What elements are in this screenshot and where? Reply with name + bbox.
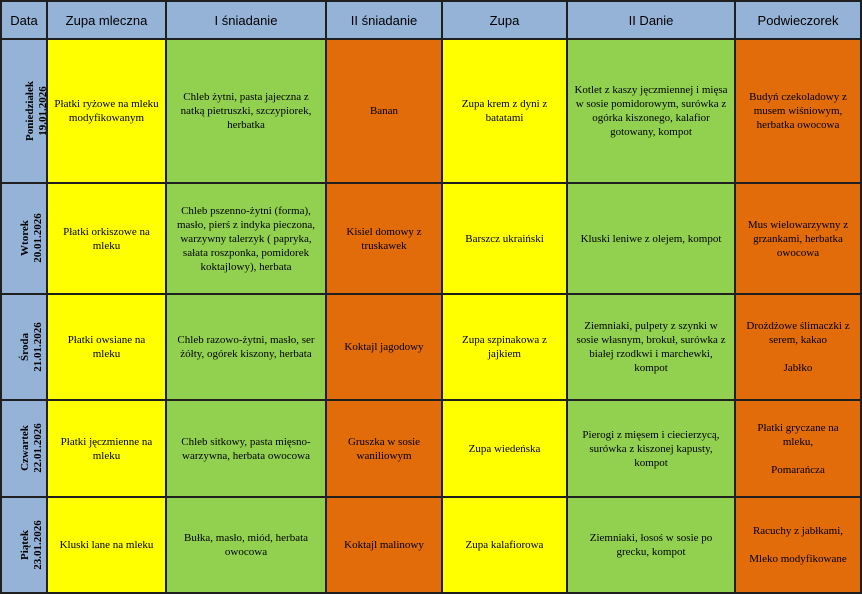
i-sniadanie-cell	[166, 39, 326, 183]
zupa-mleczna-cell	[47, 183, 166, 294]
header-ii-danie: II Danie	[567, 1, 735, 39]
podwieczorek-cell	[735, 400, 861, 497]
podwieczorek-cell	[735, 183, 861, 294]
cell-text: Zupa szpinakowa z jajkiem	[462, 334, 547, 360]
cell-text: Bułka, masło, miód, herbata owocowa	[183, 532, 309, 558]
i-sniadanie-cell	[166, 400, 326, 497]
cell-text: Mus wielowarzywny z grzankami, herbatka owocowa	[747, 218, 849, 259]
cell-text: Płatki jęczmienne na mleku	[60, 435, 153, 462]
ii-danie-cell	[567, 39, 735, 183]
cell-text: Płatki owsiane na mleku	[67, 334, 146, 360]
header-row	[1, 1, 861, 39]
cell-text: Banan	[369, 105, 399, 117]
podwieczorek-cell	[735, 497, 861, 593]
cell-text: Ziemniaki, pulpety z szynki w sosie własnym, brokuł, surówka z białej rzodkwi i marchewki, kompot	[576, 320, 726, 374]
podwieczorek-cell	[735, 39, 861, 183]
table-row	[1, 39, 861, 183]
day-date: 19.01.2026	[36, 85, 49, 136]
ii-danie-cell	[567, 497, 735, 593]
cell-text: Kisiel domowy z truskawek	[346, 225, 422, 252]
zupa-cell	[442, 39, 567, 183]
ii-sniadanie-cell	[326, 39, 442, 183]
cell-text: Koktajl jagodowy	[344, 341, 424, 353]
table-row	[1, 400, 861, 497]
cell-text: Płatki gryczane na mleku, Pomarańcza	[757, 421, 839, 476]
zupa-cell	[442, 400, 567, 497]
cell-text: Gruszka w sosie waniliowym	[347, 435, 421, 462]
table-row	[1, 497, 861, 593]
cell-text: Kotlet z kaszy jęczmiennej i mięsa w sosie pomidorowym, surówka z ogórka kiszonego, kalafior gotowany, kompot	[574, 84, 728, 138]
header-i-sniadanie: I śniadanie	[166, 1, 326, 39]
zupa-mleczna-cell	[47, 400, 166, 497]
ii-danie-cell	[567, 183, 735, 294]
cell-text: Chleb pszenno-żytni (forma), masło, pierś z indyka pieczona, warzywny talerzyk ( papryka, sałata roszponka, pomidorek koktajlowy), herbata	[176, 204, 316, 273]
cell-text: Budyń czekoladowy z musem wiśniowym, herbatka owocowa	[749, 91, 847, 131]
header-ii-sniadanie: II śniadanie	[326, 1, 442, 39]
zupa-mleczna-cell	[47, 294, 166, 400]
i-sniadanie-cell	[166, 294, 326, 400]
table-row	[1, 294, 861, 400]
ii-danie-cell	[567, 400, 735, 497]
date-cell	[1, 183, 47, 294]
header-data: Data	[1, 1, 47, 39]
date-cell	[1, 294, 47, 400]
day-name: Poniedziałek	[23, 80, 36, 141]
day-name: Piątek	[18, 529, 31, 560]
cell-text: Kluski lane na mleku	[59, 539, 154, 551]
table-row	[1, 183, 861, 294]
ii-sniadanie-cell	[326, 183, 442, 294]
zupa-cell	[442, 294, 567, 400]
day-date: 20.01.2026	[31, 213, 44, 263]
header-podwieczorek: Podwieczorek	[735, 1, 861, 39]
day-name: Środa	[18, 332, 31, 361]
day-date: 23.01.2026	[31, 519, 44, 570]
day-date: 22.01.2026	[31, 423, 44, 473]
i-sniadanie-cell	[166, 183, 326, 294]
ii-sniadanie-cell	[326, 294, 442, 400]
zupa-mleczna-cell	[47, 497, 166, 593]
cell-text: Płatki orkiszowe na mleku	[63, 225, 150, 252]
cell-text: Racuchy z jabłkami, Mleko modyfikowane	[749, 525, 847, 565]
day-name: Czwartek	[18, 425, 31, 471]
day-name: Wtorek	[18, 220, 31, 256]
header-zupa-mleczna: Zupa mleczna	[47, 1, 166, 39]
zupa-cell	[442, 183, 567, 294]
cell-text: Ziemniaki, łosoś w sosie po grecku, kompot	[589, 532, 713, 558]
ii-sniadanie-cell	[326, 497, 442, 593]
ii-sniadanie-cell	[326, 400, 442, 497]
zupa-cell	[442, 497, 567, 593]
podwieczorek-cell	[735, 294, 861, 400]
cell-text: Koktajl malinowy	[344, 539, 424, 551]
day-date: 21.01.2026	[31, 321, 44, 372]
cell-text: Płatki ryżowe na mleku modyfikowanym	[54, 98, 159, 124]
date-cell	[1, 400, 47, 497]
cell-text: Chleb żytni, pasta jajeczna z natką pietruszki, szczypiorek, herbatka	[180, 91, 312, 131]
cell-text: Pierogi z mięsem i ciecierzycą, surówka z kiszonej kapusty, kompot	[582, 428, 720, 469]
ii-danie-cell	[567, 294, 735, 400]
cell-text: Zupa krem z dyni z batatami	[461, 98, 548, 124]
date-cell	[1, 497, 47, 593]
header-zupa: Zupa	[442, 1, 567, 39]
cell-text: Zupa kalafiorowa	[465, 539, 544, 551]
cell-text: Zupa wiedeńska	[468, 442, 541, 455]
cell-text: Kluski leniwe z olejem, kompot	[580, 232, 722, 245]
cell-text: Chleb sitkowy, pasta mięsno-warzywna, herbata owocowa	[181, 435, 311, 462]
cell-text: Drożdżowe ślimaczki z serem, kakao Jabłko	[746, 320, 850, 374]
cell-text: Chleb razowo-żytni, masło, ser żółty, ogórek kiszony, herbata	[177, 334, 315, 360]
i-sniadanie-cell	[166, 497, 326, 593]
date-cell	[1, 39, 47, 183]
zupa-mleczna-cell	[47, 39, 166, 183]
cell-text: Barszcz ukraiński	[465, 232, 544, 245]
